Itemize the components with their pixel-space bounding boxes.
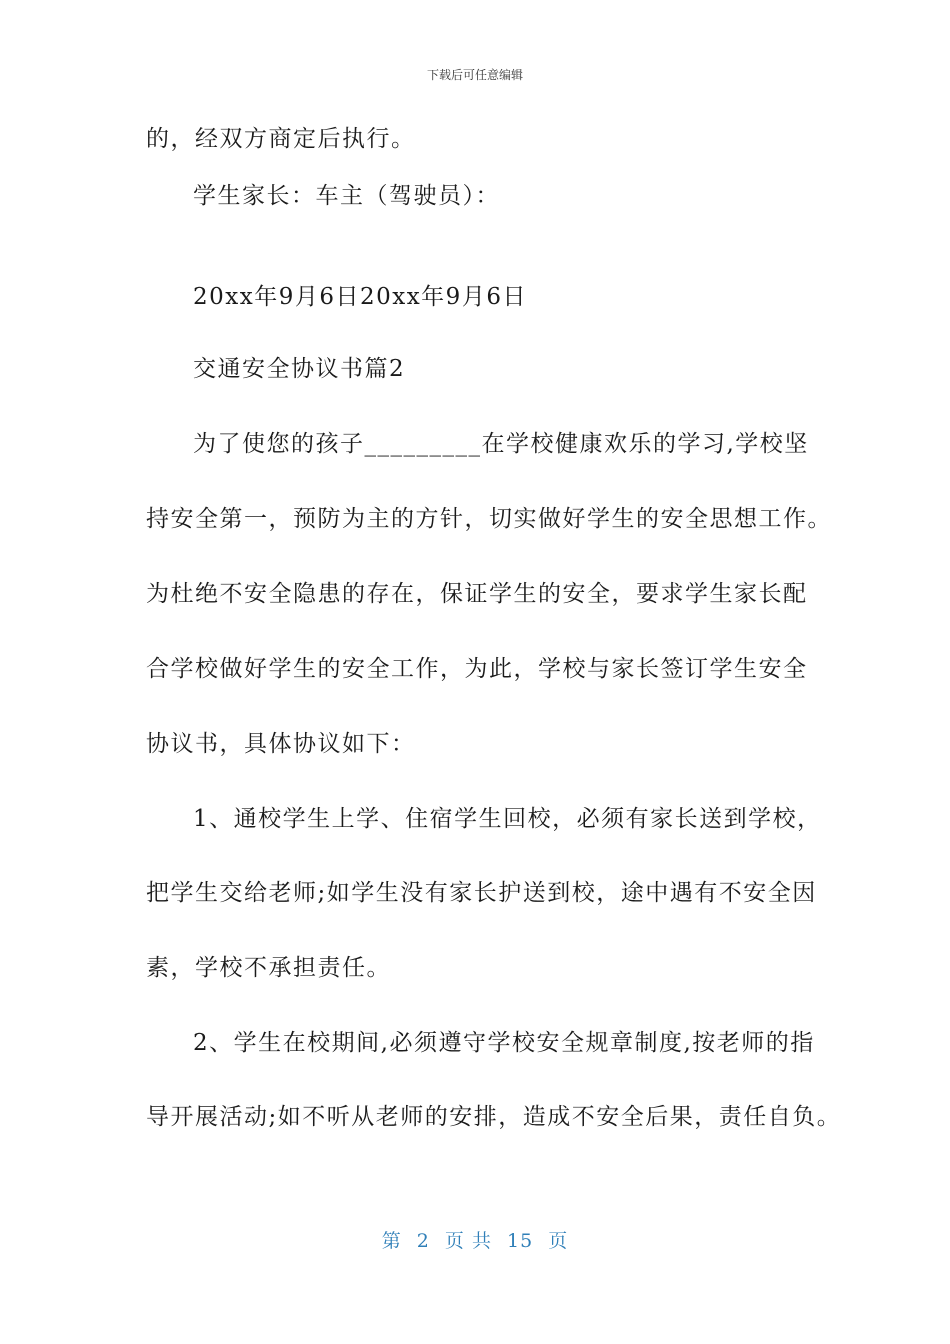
paragraph-line: 导开展活动;如不听从老师的安排，造成不安全后果，责任自负。 [146, 1104, 842, 1130]
current-page-number: 2 [416, 1230, 430, 1252]
paragraph-line: 把学生交给老师;如学生没有家长护送到校，途中遇有不安全因 [146, 880, 817, 906]
paragraph-line: 的，经双方商定后执行。 [146, 126, 416, 152]
page-footer [0, 1226, 950, 1253]
paragraph-line: 1、通校学生上学、住宿学生回校，必须有家长送到学校， [193, 806, 822, 832]
page-header: 下载后可任意编辑 [426, 68, 523, 82]
paragraph-line: 20xx年9月6日20xx年9月6日 [193, 284, 527, 310]
paragraph-line: 2、学生在校期间,必须遵守学校安全规章制度,按老师的指 [193, 1030, 815, 1056]
paragraph-line: 协议书，具体协议如下： [146, 731, 416, 757]
footer-suffix: 页 [548, 1230, 569, 1252]
section-heading: 交通安全协议书篇2 [193, 356, 406, 382]
paragraph-line: 为杜绝不安全隐患的存在，保证学生的安全，要求学生家长配 [146, 581, 808, 607]
paragraph-line: 持安全第一，预防为主的方针，切实做好学生的安全思想工作。 [146, 506, 832, 532]
paragraph-line: 合学校做好学生的安全工作，为此，学校与家长签订学生安全 [146, 656, 808, 682]
paragraph-line: 素，学校不承担责任。 [146, 955, 391, 981]
paragraph-line: 学生家长：车主（驾驶员）： [193, 183, 500, 209]
footer-prefix: 第 [381, 1230, 402, 1252]
footer-middle: 页 共 [444, 1230, 492, 1252]
paragraph-line: 为了使您的孩子_________在学校健康欢乐的学习,学校坚 [193, 431, 809, 457]
total-page-count: 15 [507, 1230, 534, 1252]
